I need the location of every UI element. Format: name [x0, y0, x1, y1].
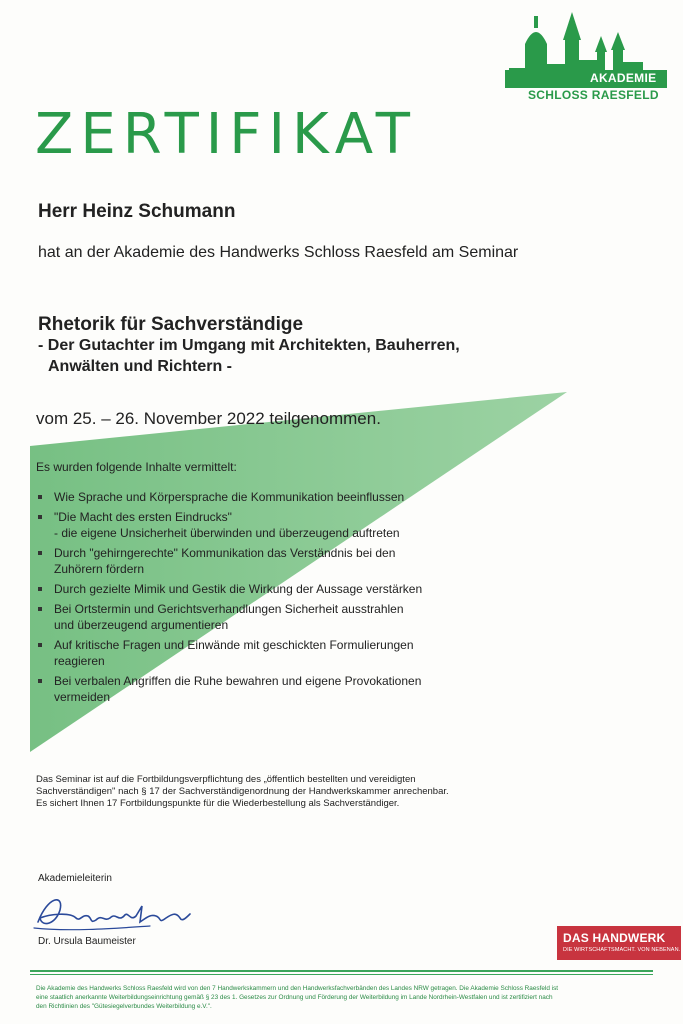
intro-line: hat an der Akademie des Handwerks Schloss Raesfeld am Seminar — [38, 244, 519, 261]
list-item — [36, 637, 496, 669]
signer-name: Dr. Ursula Baumeister — [38, 936, 136, 947]
footer-divider-thin — [30, 974, 653, 975]
seminar-subtitle-2: Anwälten und Richtern - — [48, 358, 232, 375]
footer-line-2: eine staatlich anerkannte Weiterbildungseinrichtung gemäß § 23 des 1. Gesetzes zur Ordnung und Förderung der Weiterbildung im Lande Nordrhein-Westfalen und ist zertifiziert nach — [36, 994, 553, 1001]
list-item-text: Bei Ortstermin und Gerichtsverhandlungen Sicherheit ausstrahlen — [54, 602, 404, 616]
list-item — [36, 489, 496, 505]
badge-tagline: DIE WIRTSCHAFTSMACHT. VON NEBENAN. — [563, 947, 681, 953]
date-line: vom 25. – 26. November 2022 teilgenommen. — [36, 409, 381, 428]
certificate-title: ZERTIFIKAT — [35, 102, 417, 167]
list-item-text: Durch "gehirngerechte" Kommunikation das Verständnis bei den — [54, 546, 396, 560]
list-item-continuation: - die eigene Unsicherheit überwinden und überzeugend auftreten — [54, 526, 400, 540]
list-item — [36, 581, 496, 597]
list-item-text: Durch gezielte Mimik und Gestik die Wirkung der Aussage verstärken — [54, 582, 423, 596]
list-item — [36, 509, 496, 541]
contents-intro: Es wurden folgende Inhalte vermittelt: — [36, 460, 237, 474]
signer-role: Akademieleiterin — [38, 873, 112, 884]
footer-line-1: Die Akademie des Handwerks Schloss Raesfeld wird von den 7 Handwerkskammern und den Handwerksfachverbänden des Landes NRW getragen. Die Akademie Schloss Raesfeld ist — [36, 985, 559, 992]
note-line-3: Es sichert Ihnen 17 Fortbildungspunkte für die Wiederbestellung als Sachverständiger. — [36, 798, 400, 809]
list-item-continuation: vermeiden — [54, 690, 111, 704]
logo-schloss-text: SCHLOSS RAESFELD — [528, 88, 659, 102]
list-item — [36, 545, 496, 577]
footer-divider — [30, 970, 653, 972]
list-item-text: "Die Macht des ersten Eindrucks" — [54, 510, 232, 524]
list-item-continuation: reagieren — [54, 654, 105, 668]
footer-line-3: den Richtlinien des "Gütesiegelverbundes Weiterbildung e.V.". — [36, 1003, 212, 1010]
seminar-subtitle-1: - Der Gutachter im Umgang mit Architekten, Bauherren, — [38, 337, 460, 354]
contents-list — [36, 489, 496, 709]
list-item-text: Wie Sprache und Körpersprache die Kommunikation beeinflussen — [54, 490, 405, 504]
accreditation-note — [36, 774, 536, 810]
seminar-title: Rhetorik für Sachverständige — [38, 314, 304, 335]
note-line-2: Sachverständigen" nach § 17 der Sachverständigenordnung der Handwerkskammer anrechenbar. — [36, 786, 449, 797]
list-item-text: Bei verbalen Angriffen die Ruhe bewahren und eigene Provokationen — [54, 674, 422, 688]
recipient-name: Herr Heinz Schumann — [38, 201, 236, 222]
logo-akademie-text: AKADEMIE — [590, 71, 657, 85]
list-item-continuation: Zuhörern fördern — [54, 562, 145, 576]
handwritten-signature — [30, 888, 200, 936]
badge-title: DAS HANDWERK — [563, 931, 666, 945]
list-item-continuation: und überzeugend argumentieren — [54, 618, 229, 632]
list-item — [36, 673, 496, 705]
footer-text — [36, 984, 656, 1011]
note-line-1: Das Seminar ist auf die Fortbildungsverpflichtung des „öffentlich bestellten und vereidigten — [36, 774, 416, 785]
das-handwerk-badge — [557, 926, 681, 960]
list-item — [36, 601, 496, 633]
list-item-text: Auf kritische Fragen und Einwände mit geschickten Formulierungen — [54, 638, 414, 652]
